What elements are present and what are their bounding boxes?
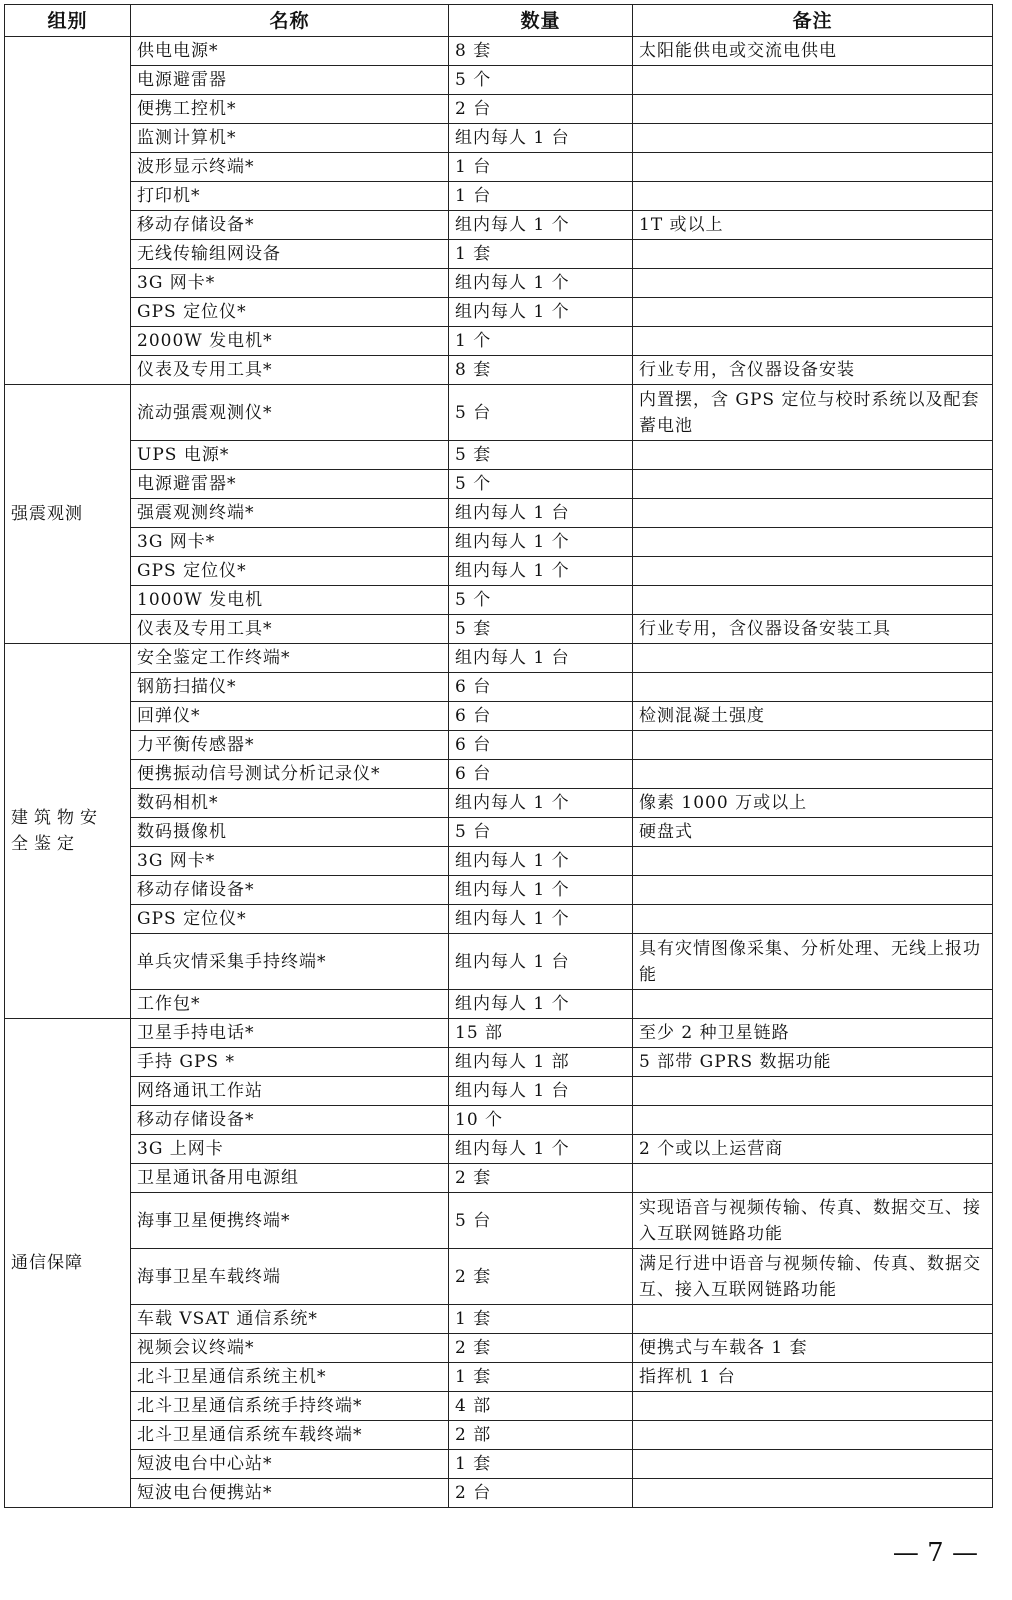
item-quantity-cell: 5 台 (449, 1193, 633, 1249)
item-name-cell: GPS 定位仪* (131, 557, 449, 586)
item-name-cell: 北斗卫星通信系统手持终端* (131, 1392, 449, 1421)
item-notes-cell (633, 1421, 993, 1450)
item-notes-cell: 5 部带 GPRS 数据功能 (633, 1048, 993, 1077)
item-quantity-cell: 组内每人 1 台 (449, 499, 633, 528)
table-row (5, 298, 993, 327)
item-name-cell: 电源避雷器 (131, 66, 449, 95)
item-quantity-cell: 组内每人 1 个 (449, 557, 633, 586)
table-row (5, 441, 993, 470)
item-quantity-cell: 2 台 (449, 1479, 633, 1508)
table-row (5, 1249, 993, 1305)
item-name-cell: 3G 上网卡 (131, 1135, 449, 1164)
item-name-cell: 1000W 发电机 (131, 586, 449, 615)
table-row (5, 1450, 993, 1479)
header-quantity: 数量 (449, 5, 633, 37)
table-row (5, 557, 993, 586)
item-quantity-cell: 6 台 (449, 702, 633, 731)
item-notes-cell (633, 760, 993, 789)
item-name-cell: 供电电源* (131, 37, 449, 66)
item-quantity-cell: 组内每人 1 个 (449, 528, 633, 557)
item-name-cell: 数码相机* (131, 789, 449, 818)
item-quantity-cell: 组内每人 1 个 (449, 789, 633, 818)
table-row (5, 528, 993, 557)
table-row (5, 586, 993, 615)
item-quantity-cell: 1 个 (449, 327, 633, 356)
item-notes-cell (633, 847, 993, 876)
table-row (5, 1305, 993, 1334)
table-row (5, 37, 993, 66)
item-name-cell: 数码摄像机 (131, 818, 449, 847)
table-row (5, 673, 993, 702)
item-quantity-cell: 6 台 (449, 760, 633, 789)
table-row (5, 1392, 993, 1421)
table-row (5, 990, 993, 1019)
item-quantity-cell: 6 台 (449, 673, 633, 702)
item-notes-cell (633, 673, 993, 702)
item-notes-cell (633, 240, 993, 269)
item-quantity-cell: 1 套 (449, 1305, 633, 1334)
table-row (5, 760, 993, 789)
item-notes-cell (633, 644, 993, 673)
item-name-cell: 力平衡传感器* (131, 731, 449, 760)
item-notes-cell: 像素 1000 万或以上 (633, 789, 993, 818)
item-name-cell: 仪表及专用工具* (131, 356, 449, 385)
table-row (5, 1479, 993, 1508)
item-name-cell: 北斗卫星通信系统主机* (131, 1363, 449, 1392)
item-name-cell: 短波电台便携站* (131, 1479, 449, 1508)
item-quantity-cell: 组内每人 1 个 (449, 990, 633, 1019)
item-quantity-cell: 6 台 (449, 731, 633, 760)
table-row (5, 1193, 993, 1249)
item-quantity-cell: 5 台 (449, 818, 633, 847)
item-notes-cell: 检测混凝土强度 (633, 702, 993, 731)
item-quantity-cell: 组内每人 1 个 (449, 298, 633, 327)
item-quantity-cell: 10 个 (449, 1106, 633, 1135)
item-name-cell: 海事卫星车载终端 (131, 1249, 449, 1305)
item-notes-cell: 行业专用，含仪器设备安装工具 (633, 615, 993, 644)
item-name-cell: UPS 电源* (131, 441, 449, 470)
table-row (5, 789, 993, 818)
header-notes: 备注 (633, 5, 993, 37)
item-name-cell: 移动存储设备* (131, 1106, 449, 1135)
item-name-cell: GPS 定位仪* (131, 298, 449, 327)
item-notes-cell (633, 1305, 993, 1334)
group-cell (5, 37, 131, 385)
item-name-cell: 3G 网卡* (131, 269, 449, 298)
page-number: — 7 — (892, 1538, 978, 1568)
table-header-row (5, 5, 993, 37)
item-quantity-cell: 组内每人 1 个 (449, 847, 633, 876)
table-row (5, 356, 993, 385)
table-row (5, 153, 993, 182)
item-name-cell: 便携振动信号测试分析记录仪* (131, 760, 449, 789)
table-row (5, 499, 993, 528)
item-quantity-cell: 5 个 (449, 470, 633, 499)
item-quantity-cell: 5 个 (449, 586, 633, 615)
item-name-cell: 海事卫星便携终端* (131, 1193, 449, 1249)
table-row (5, 470, 993, 499)
item-name-cell: 回弹仪* (131, 702, 449, 731)
item-name-cell: 工作包* (131, 990, 449, 1019)
item-name-cell: 2000W 发电机* (131, 327, 449, 356)
item-quantity-cell: 1 套 (449, 1450, 633, 1479)
header-name: 名称 (131, 5, 449, 37)
item-quantity-cell: 5 套 (449, 615, 633, 644)
item-name-cell: 监测计算机* (131, 124, 449, 153)
item-quantity-cell: 组内每人 1 部 (449, 1048, 633, 1077)
item-quantity-cell: 组内每人 1 个 (449, 1135, 633, 1164)
table-row (5, 905, 993, 934)
item-quantity-cell: 4 部 (449, 1392, 633, 1421)
table-row (5, 644, 993, 673)
item-notes-cell (633, 470, 993, 499)
item-notes-cell: 满足行进中语音与视频传输、传真、数据交互、接入互联网链路功能 (633, 1249, 993, 1305)
item-name-cell: 打印机* (131, 182, 449, 211)
table-row (5, 1421, 993, 1450)
item-notes-cell (633, 528, 993, 557)
item-notes-cell (633, 499, 993, 528)
item-quantity-cell: 5 套 (449, 441, 633, 470)
table-body (5, 37, 993, 1508)
group-cell: 通信保障 (5, 1019, 131, 1508)
item-notes-cell (633, 1077, 993, 1106)
item-name-cell: 流动强震观测仪* (131, 385, 449, 441)
item-quantity-cell: 组内每人 1 个 (449, 211, 633, 240)
item-name-cell: 卫星通讯备用电源组 (131, 1164, 449, 1193)
table-row (5, 211, 993, 240)
item-notes-cell (633, 557, 993, 586)
table-row (5, 1077, 993, 1106)
table-row (5, 1019, 993, 1048)
item-notes-cell: 内置摆，含 GPS 定位与校时系统以及配套蓄电池 (633, 385, 993, 441)
table-row (5, 1135, 993, 1164)
item-quantity-cell: 5 个 (449, 66, 633, 95)
item-quantity-cell: 2 套 (449, 1249, 633, 1305)
table-row (5, 124, 993, 153)
item-name-cell: 3G 网卡* (131, 528, 449, 557)
table-row (5, 269, 993, 298)
item-notes-cell (633, 182, 993, 211)
table-row (5, 615, 993, 644)
item-notes-cell: 2 个或以上运营商 (633, 1135, 993, 1164)
item-notes-cell (633, 441, 993, 470)
table-row (5, 702, 993, 731)
table-row (5, 1164, 993, 1193)
item-quantity-cell: 2 部 (449, 1421, 633, 1450)
item-notes-cell (633, 586, 993, 615)
table-row (5, 1106, 993, 1135)
item-quantity-cell: 2 套 (449, 1164, 633, 1193)
item-name-cell: 安全鉴定工作终端* (131, 644, 449, 673)
item-notes-cell (633, 905, 993, 934)
item-quantity-cell: 2 台 (449, 95, 633, 124)
item-notes-cell (633, 731, 993, 760)
item-quantity-cell: 组内每人 1 个 (449, 905, 633, 934)
item-notes-cell: 1T 或以上 (633, 211, 993, 240)
item-quantity-cell: 组内每人 1 个 (449, 269, 633, 298)
table-row (5, 95, 993, 124)
item-name-cell: 3G 网卡* (131, 847, 449, 876)
item-quantity-cell: 8 套 (449, 356, 633, 385)
item-name-cell: 视频会议终端* (131, 1334, 449, 1363)
item-name-cell: 北斗卫星通信系统车载终端* (131, 1421, 449, 1450)
item-name-cell: 强震观测终端* (131, 499, 449, 528)
item-name-cell: 无线传输组网设备 (131, 240, 449, 269)
item-name-cell: 钢筋扫描仪* (131, 673, 449, 702)
item-quantity-cell: 组内每人 1 台 (449, 644, 633, 673)
item-quantity-cell: 8 套 (449, 37, 633, 66)
item-name-cell: 卫星手持电话* (131, 1019, 449, 1048)
group-cell: 强震观测 (5, 385, 131, 644)
table-row (5, 731, 993, 760)
item-notes-cell: 至少 2 种卫星链路 (633, 1019, 993, 1048)
item-notes-cell: 行业专用，含仪器设备安装 (633, 356, 993, 385)
item-notes-cell (633, 269, 993, 298)
item-name-cell: 便携工控机* (131, 95, 449, 124)
item-notes-cell (633, 1164, 993, 1193)
item-notes-cell (633, 66, 993, 95)
item-notes-cell (633, 153, 993, 182)
table-row (5, 1334, 993, 1363)
item-notes-cell (633, 1450, 993, 1479)
item-quantity-cell: 1 台 (449, 182, 633, 211)
item-quantity-cell: 1 套 (449, 1363, 633, 1392)
item-quantity-cell: 2 套 (449, 1334, 633, 1363)
item-quantity-cell: 组内每人 1 台 (449, 934, 633, 990)
item-name-cell: 单兵灾情采集手持终端* (131, 934, 449, 990)
item-name-cell: 电源避雷器* (131, 470, 449, 499)
table-row (5, 1363, 993, 1392)
table-row (5, 66, 993, 95)
item-notes-cell (633, 95, 993, 124)
table-row (5, 1048, 993, 1077)
item-quantity-cell: 1 台 (449, 153, 633, 182)
item-name-cell: GPS 定位仪* (131, 905, 449, 934)
item-name-cell: 手持 GPS * (131, 1048, 449, 1077)
item-name-cell: 网络通讯工作站 (131, 1077, 449, 1106)
table-row (5, 847, 993, 876)
table-row (5, 327, 993, 356)
equipment-table (4, 4, 993, 1508)
table-row (5, 240, 993, 269)
item-notes-cell (633, 1106, 993, 1135)
header-group: 组别 (5, 5, 131, 37)
item-quantity-cell: 组内每人 1 台 (449, 124, 633, 153)
item-notes-cell (633, 990, 993, 1019)
table-row (5, 182, 993, 211)
item-notes-cell: 实现语音与视频传输、传真、数据交互、接入互联网链路功能 (633, 1193, 993, 1249)
group-cell: 建筑物安全鉴定 (5, 644, 131, 1019)
table-row (5, 934, 993, 990)
item-name-cell: 移动存储设备* (131, 211, 449, 240)
item-notes-cell (633, 876, 993, 905)
item-notes-cell: 指挥机 1 台 (633, 1363, 993, 1392)
item-name-cell: 波形显示终端* (131, 153, 449, 182)
item-name-cell: 移动存储设备* (131, 876, 449, 905)
item-name-cell: 短波电台中心站* (131, 1450, 449, 1479)
item-notes-cell: 具有灾情图像采集、分析处理、无线上报功能 (633, 934, 993, 990)
item-quantity-cell: 组内每人 1 台 (449, 1077, 633, 1106)
item-notes-cell: 硬盘式 (633, 818, 993, 847)
item-notes-cell: 便携式与车载各 1 套 (633, 1334, 993, 1363)
item-notes-cell: 太阳能供电或交流电供电 (633, 37, 993, 66)
item-notes-cell (633, 298, 993, 327)
item-quantity-cell: 组内每人 1 个 (449, 876, 633, 905)
item-notes-cell (633, 327, 993, 356)
table-row (5, 876, 993, 905)
item-quantity-cell: 15 部 (449, 1019, 633, 1048)
table-row (5, 385, 993, 441)
item-quantity-cell: 1 套 (449, 240, 633, 269)
table-row (5, 818, 993, 847)
item-notes-cell (633, 124, 993, 153)
item-name-cell: 仪表及专用工具* (131, 615, 449, 644)
item-name-cell: 车载 VSAT 通信系统* (131, 1305, 449, 1334)
item-quantity-cell: 5 台 (449, 385, 633, 441)
item-notes-cell (633, 1479, 993, 1508)
item-notes-cell (633, 1392, 993, 1421)
